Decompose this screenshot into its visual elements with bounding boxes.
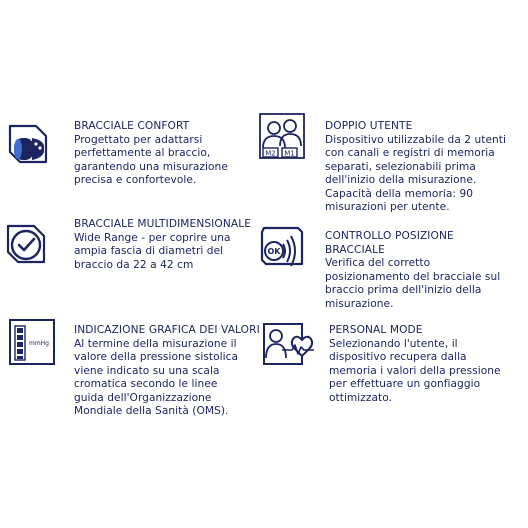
feature-title: BRACCIALE MULTIDIMENSIONALE [74,218,252,230]
cuff-icon [6,122,54,170]
feature-description: Progettato per adattarsi perfettamente al braccio, garantendo una misurazione precisa e confortevole. [74,133,228,186]
icon-label-ok: OK [267,247,281,256]
check-circle-icon [4,222,52,270]
feature-title: PERSONAL MODE [329,324,423,336]
feature-description: Al termine della misurazione il valore della pressione sistolica viene indicato su una scala cromatica secondo le linee guida dell'Organizzazione Mondiale della Sanità (OMS). [74,337,239,417]
feature-title: INDICAZIONE GRAFICA DEI VALORI [74,324,260,336]
feature-title: BRACCIALE CONFORT [74,120,190,132]
ok-signal-icon [258,224,306,272]
two-users-icon [258,112,306,160]
feature-description: Selezionando l'utente, il dispositivo recupera dalla memoria i valori della pressione per effettuare un gonfiaggio ottimizzato. [329,337,501,404]
feature-description: Verifica del corretto posizionamento del bracciale sul braccio prima dell'inizio della misurazione. [325,257,501,310]
icon-label-m2: M2 [265,149,276,158]
feature-description: Dispositivo utilizzabile da 2 utenti con canali e registri di memoria separati, selezionabili prima dell'inizio della misurazione. Capacità della memoria: 90 misurazioni per utente. [325,133,506,213]
icon-label-mmhg: mmHg [28,340,50,347]
feature-title: CONTROLLO POSIZIONE BRACCIALE [325,230,454,256]
icon-label-m1: M1 [284,149,295,158]
personal-heart-icon [262,320,318,368]
feature-title: DOPPIO UTENTE [325,120,413,132]
pressure-scale-icon [8,318,56,366]
feature-description: Wide Range - per coprire una ampia fascia di diametri del braccio da 22 a 42 cm [74,231,231,271]
